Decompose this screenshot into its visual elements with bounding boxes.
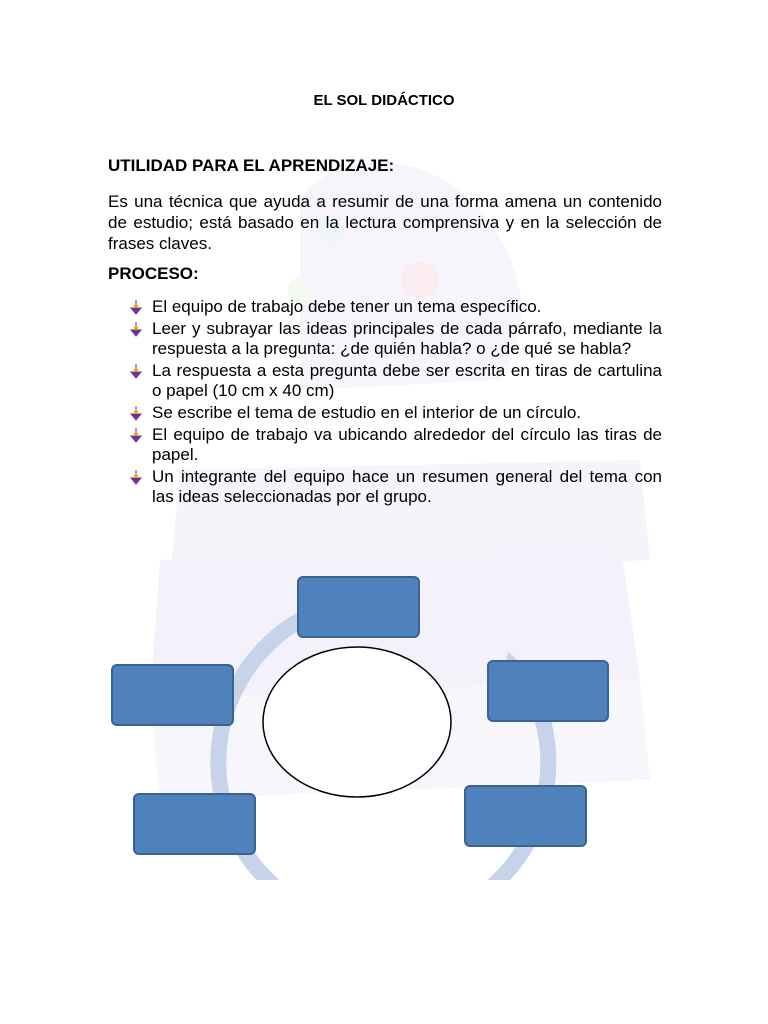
- document-title: EL SOL DIDÁCTICO: [313, 92, 455, 109]
- proceso-heading: PROCESO:: [108, 264, 199, 283]
- process-step: [128, 425, 662, 465]
- process-step-text: Un integrante del equipo hace un resumen general del tema con las ideas seleccionadas por el grupo.: [152, 467, 662, 506]
- process-list: [128, 297, 662, 509]
- process-step-text: Se escribe el tema de estudio en el interior de un círculo.: [152, 403, 582, 422]
- arrow-bullet-icon: [128, 405, 144, 421]
- process-step-text: El equipo de trabajo va ubicando alrededor del círculo las tiras de papel.: [152, 425, 662, 464]
- process-step: [128, 319, 662, 359]
- paper-strip-box-left: [111, 664, 234, 726]
- central-circle: [263, 647, 451, 797]
- arrow-bullet-icon: [128, 321, 144, 337]
- process-step: [128, 403, 662, 423]
- process-step: [128, 467, 662, 507]
- utilidad-paragraph: Es una técnica que ayuda a resumir de una forma amena un contenido de estudio; está basado en la lectura comprensiva y en la selección de frases claves.: [108, 192, 662, 253]
- process-step-text: La respuesta a esta pregunta debe ser escrita en tiras de cartulina o papel (10 cm x 40 cm): [152, 361, 662, 400]
- paper-strip-box-top: [297, 576, 420, 638]
- process-step-text: Leer y subrayar las ideas principales de cada párrafo, mediante la respuesta a la pregunta: ¿de quién habla? o ¿de qué se habla?: [152, 319, 662, 358]
- arrow-bullet-icon: [128, 299, 144, 315]
- arrow-bullet-icon: [128, 363, 144, 379]
- paper-strip-box-bottom-right: [464, 785, 587, 847]
- sun-diagram: [0, 560, 768, 880]
- process-step: [128, 361, 662, 401]
- process-step-text: El equipo de trabajo debe tener un tema específico.: [152, 297, 542, 316]
- arrow-bullet-icon: [128, 469, 144, 485]
- process-step: [128, 297, 662, 317]
- paper-strip-box-bottom-left: [133, 793, 256, 855]
- arrow-bullet-icon: [128, 427, 144, 443]
- utilidad-heading: UTILIDAD PARA EL APRENDIZAJE:: [108, 156, 395, 175]
- paper-strip-box-right: [487, 660, 609, 722]
